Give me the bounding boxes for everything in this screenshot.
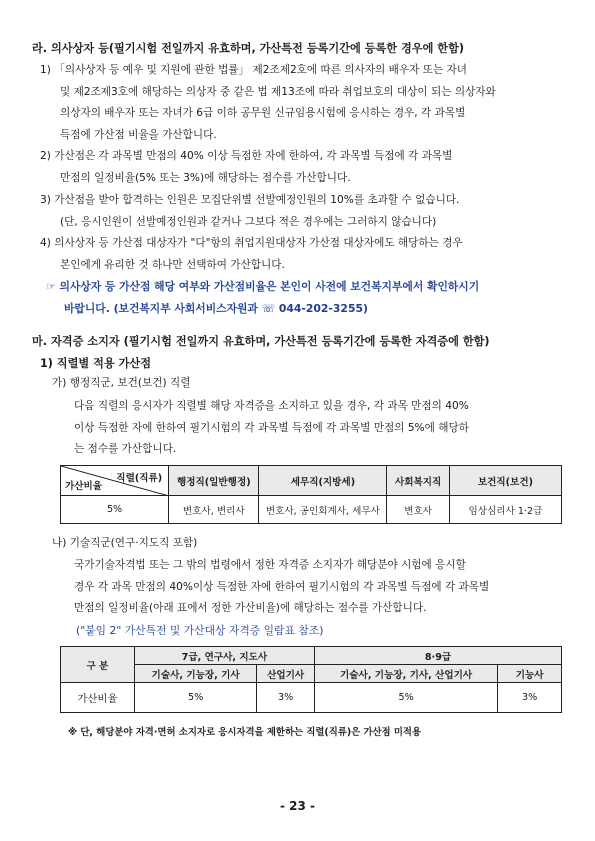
table1-header-admin: 행정직(일반행정): [169, 466, 259, 496]
table2-value-2: 3%: [257, 683, 315, 713]
admin-certificate-table: [60, 465, 562, 524]
section-ra-item-3: [40, 190, 570, 233]
table2-sub-4: 기능사: [498, 665, 562, 683]
ga-line-2: 이상 득점한 자에 한하여 필기시험의 각 과목별 득점에 각 과목별 만점의 5%에 해당하: [74, 421, 469, 434]
section-ra-item-2: [40, 146, 570, 189]
table1-cell-health: 임상심리사 1·2급: [449, 496, 561, 524]
table1-header-health: 보건직(보건): [449, 466, 561, 496]
ga-line-3: 는 점수를 가산합니다.: [74, 443, 177, 456]
item1-line-3: 의상자의 배우자 또는 자녀가 6급 이하 공무원 신규임용시험에 응시하는 경우, 각 과목별: [60, 107, 466, 120]
na-title: 나) 기술직군(연구·지도직 포함): [52, 537, 198, 549]
table2-group-7: 7급, 연구사, 지도사: [134, 647, 314, 665]
na-line-2: 경우 각 과목 만점의 40%이상 득점한 자에 한하여 필기시험의 각 과목별 득점에 각 과목별: [74, 580, 490, 593]
item1-line-2: 및 제2조제3호에 해당하는 의상자 중 같은 법 제13조에 따라 취업보호의 대상이 되는 의상자와: [60, 85, 496, 98]
appendix-reference: ("붙임 2" 가산특전 및 가산대상 자격증 일람표 참조): [76, 624, 324, 637]
na-line-3: 만점의 일정비율(아래 표에서 정한 가산비율)에 해당하는 점수를 가산합니다.: [74, 602, 427, 615]
na-line-1: 국가기술자격법 또는 그 밖의 법령에서 정한 자격증 소지자가 해당분야 시험에 응시할: [74, 559, 466, 571]
notice-line-2: 바랍니다. (보건복지부 사회서비스자원과 ☏ 044-202-3255): [64, 301, 368, 315]
table2-sub-3: 기술사, 기능장, 기사, 산업기사: [315, 665, 498, 683]
item3-line-2: (단, 응시인원이 선발예정인원과 같거나 그보다 적은 경우에는 그러하지 않습니다): [60, 215, 437, 228]
na-paragraph: [74, 555, 574, 620]
item4-line-2: 본인에게 유리한 것 하나만 선택하여 가산합니다.: [60, 258, 285, 271]
ga-line-1: 다음 직렬의 응시자가 직렬별 해당 자격증을 소지하고 있을 경우, 각 과목 만점의 40%: [74, 400, 469, 412]
item2-line-1: 2) 가산점은 각 과목별 만점의 40% 이상 득점한 자에 한하여, 각 과목별 득점에 각 과목별: [40, 150, 453, 162]
table1-cell-welfare: 변호사: [387, 496, 450, 524]
table1-header-welfare: 사회복지직: [387, 466, 450, 496]
section-ra-item-4: [40, 233, 570, 276]
tech-certificate-table: [60, 646, 562, 713]
footnote: ※ 단, 해당분야 자격·면허 소지자로 응시자격을 제한하는 직렬(직류)은 가산점 미적용: [68, 727, 422, 738]
table1-corner-cell: [61, 466, 169, 496]
section-ra-heading: 라. 의사상자 등(필기시험 전일까지 유효하며, 가산특전 등록기간에 등록한 경우에 한함): [32, 42, 465, 55]
table2-sub-2: 산업기사: [257, 665, 315, 683]
notice-line-1: ☞ 의사상자 등 가산점 해당 여부와 가산점비율은 본인이 사전에 보건복지부에서 확인하시기: [46, 280, 480, 293]
corner-top-label: 직렬(직류): [116, 473, 163, 484]
table2-group-89: 8·9급: [315, 647, 562, 665]
item1-line-4: 득점에 가산점 비율을 가산합니다.: [60, 128, 217, 141]
ministry-notice: [46, 276, 576, 319]
item1-line-1: 1) 「의사상자 등 예우 및 지원에 관한 법률」 제2조제2호에 따른 의사자의 배우자 또는 자녀: [40, 64, 468, 76]
item3-line-1: 3) 가산점을 받아 합격하는 인원은 모집단위별 선발예정인원의 10%를 초과할 수 없습니다.: [40, 194, 460, 206]
table1-rate: 5%: [61, 496, 169, 524]
section-ra-item-1: [40, 60, 570, 146]
table1-cell-admin: 변호사, 변리사: [169, 496, 259, 524]
table1-header-tax: 세무직(지방세): [259, 466, 387, 496]
item4-line-1: 4) 의사상자 등 가산점 대상자가 "다"항의 취업지원대상자 가산점 대상자에도 해당하는 경우: [40, 237, 463, 249]
item2-line-2: 만점의 일정비율(5% 또는 3%)에 해당하는 점수를 가산합니다.: [60, 171, 351, 184]
table1-cell-tax: 변호사, 공인회계사, 세무사: [259, 496, 387, 524]
sub1-heading: 1) 직렬별 적용 가산점: [40, 357, 152, 370]
section-ma-heading: 마. 자격증 소지자 (필기시험 전일까지 유효하며, 가산특전 등록기간에 등록한 자격증에 한함): [32, 335, 490, 348]
page-number: - 23 -: [279, 799, 315, 813]
table2-value-1: 5%: [134, 683, 256, 713]
table2-value-4: 3%: [498, 683, 562, 713]
table2-sub-1: 기술사, 기능장, 기사: [134, 665, 256, 683]
ga-title: 가) 행정직군, 보건(보건) 직렬: [52, 377, 191, 389]
table2-value-3: 5%: [315, 683, 498, 713]
table2-row-label: 가산비율: [61, 683, 135, 713]
table2-gubun: 구 분: [61, 647, 135, 683]
ga-paragraph: [74, 396, 574, 461]
corner-bottom-label: 가산비율: [65, 481, 103, 492]
